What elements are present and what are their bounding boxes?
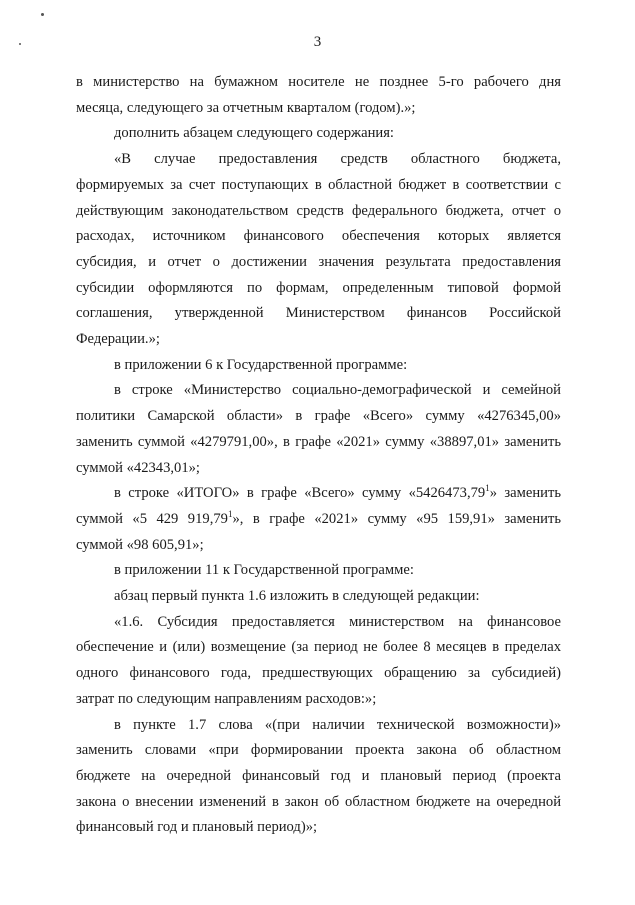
text-line: дополнить абзацем следующего содержания: (114, 125, 394, 142)
text-line: в пункте 1.7 слова «(при наличии технической возможности)» (114, 716, 561, 733)
text-line: заменить суммой «4279791,00», в графе «2021» сумму «38897,01» заменить (76, 433, 561, 450)
text-line: одного финансового года, предшествующих обращению за субсидией) (76, 665, 561, 682)
text-line: абзац первый пункта 1.6 изложить в следующей редакции: (114, 588, 480, 605)
text-line (76, 481, 561, 507)
text-line: субсидии оформляются по формам, определенным типовой формой (76, 279, 561, 296)
page-number: 3 (313, 34, 322, 50)
document-body (76, 70, 561, 841)
text-line: политики Самарской области» в графе «Всего» сумму «4276345,00» (76, 408, 561, 425)
text-fragment: », в графе «2021» сумму «95 159,91» заменить (232, 510, 562, 527)
text-line: заменить словами «при формировании проекта закона об областном (76, 742, 561, 759)
text-fragment: » заменить (489, 485, 561, 502)
text-line: соглашения, утвержденной Министерством финансов Российской (76, 305, 561, 322)
text-line: месяца, следующего за отчетным кварталом (годом).»; (76, 99, 416, 116)
text-line: действующим законодательством средств федерального бюджета, отчет о (76, 202, 561, 219)
text-line: суммой «42343,01»; (76, 459, 200, 476)
text-line: закона о внесении изменений в закон об областном бюджете на очередной (76, 793, 561, 810)
text-line: в приложении 6 к Государственной программе: (114, 356, 408, 373)
text-line: субсидия, и отчет о достижении значения результата предоставления (76, 253, 561, 270)
text-line: в министерство на бумажном носителе не позднее 5-го рабочего дня (76, 74, 561, 90)
text-line: затрат по следующим направлениям расходов:»; (76, 690, 377, 707)
text-line: «1.6. Субсидия предоставляется министерством на финансовое (114, 613, 561, 630)
scan-speck (41, 13, 44, 16)
text-line: в приложении 11 к Государственной программе: (114, 562, 414, 579)
text-line: «В случае предоставления средств областного бюджета, (114, 151, 561, 168)
text-line: финансовый год и плановый период)»; (76, 819, 318, 836)
text-line: обеспечение и (или) возмещение (за период не более 8 месяцев в пределах (76, 639, 561, 656)
text-line: Федерации.»; (76, 331, 160, 348)
text-fragment: в строке «ИТОГО» в графе «Всего» сумму «5426473,79 (114, 485, 486, 502)
text-line: формируемых за счет поступающих в областной бюджет в соответствии с (76, 176, 561, 193)
footnote-marker: 1 (485, 483, 490, 494)
text-line: расходах, источником финансового обеспечения которых является (76, 228, 561, 245)
text-line: бюджете на очередной финансовый год и плановый период (проекта (76, 767, 561, 784)
text-line: суммой «98 605,91»; (76, 536, 204, 553)
text-line (76, 507, 561, 533)
text-line: в строке «Министерство социально-демографической и семейной (114, 382, 561, 399)
text-fragment: суммой «5 429 919,79 (76, 510, 228, 527)
footnote-marker: 1 (227, 508, 233, 519)
